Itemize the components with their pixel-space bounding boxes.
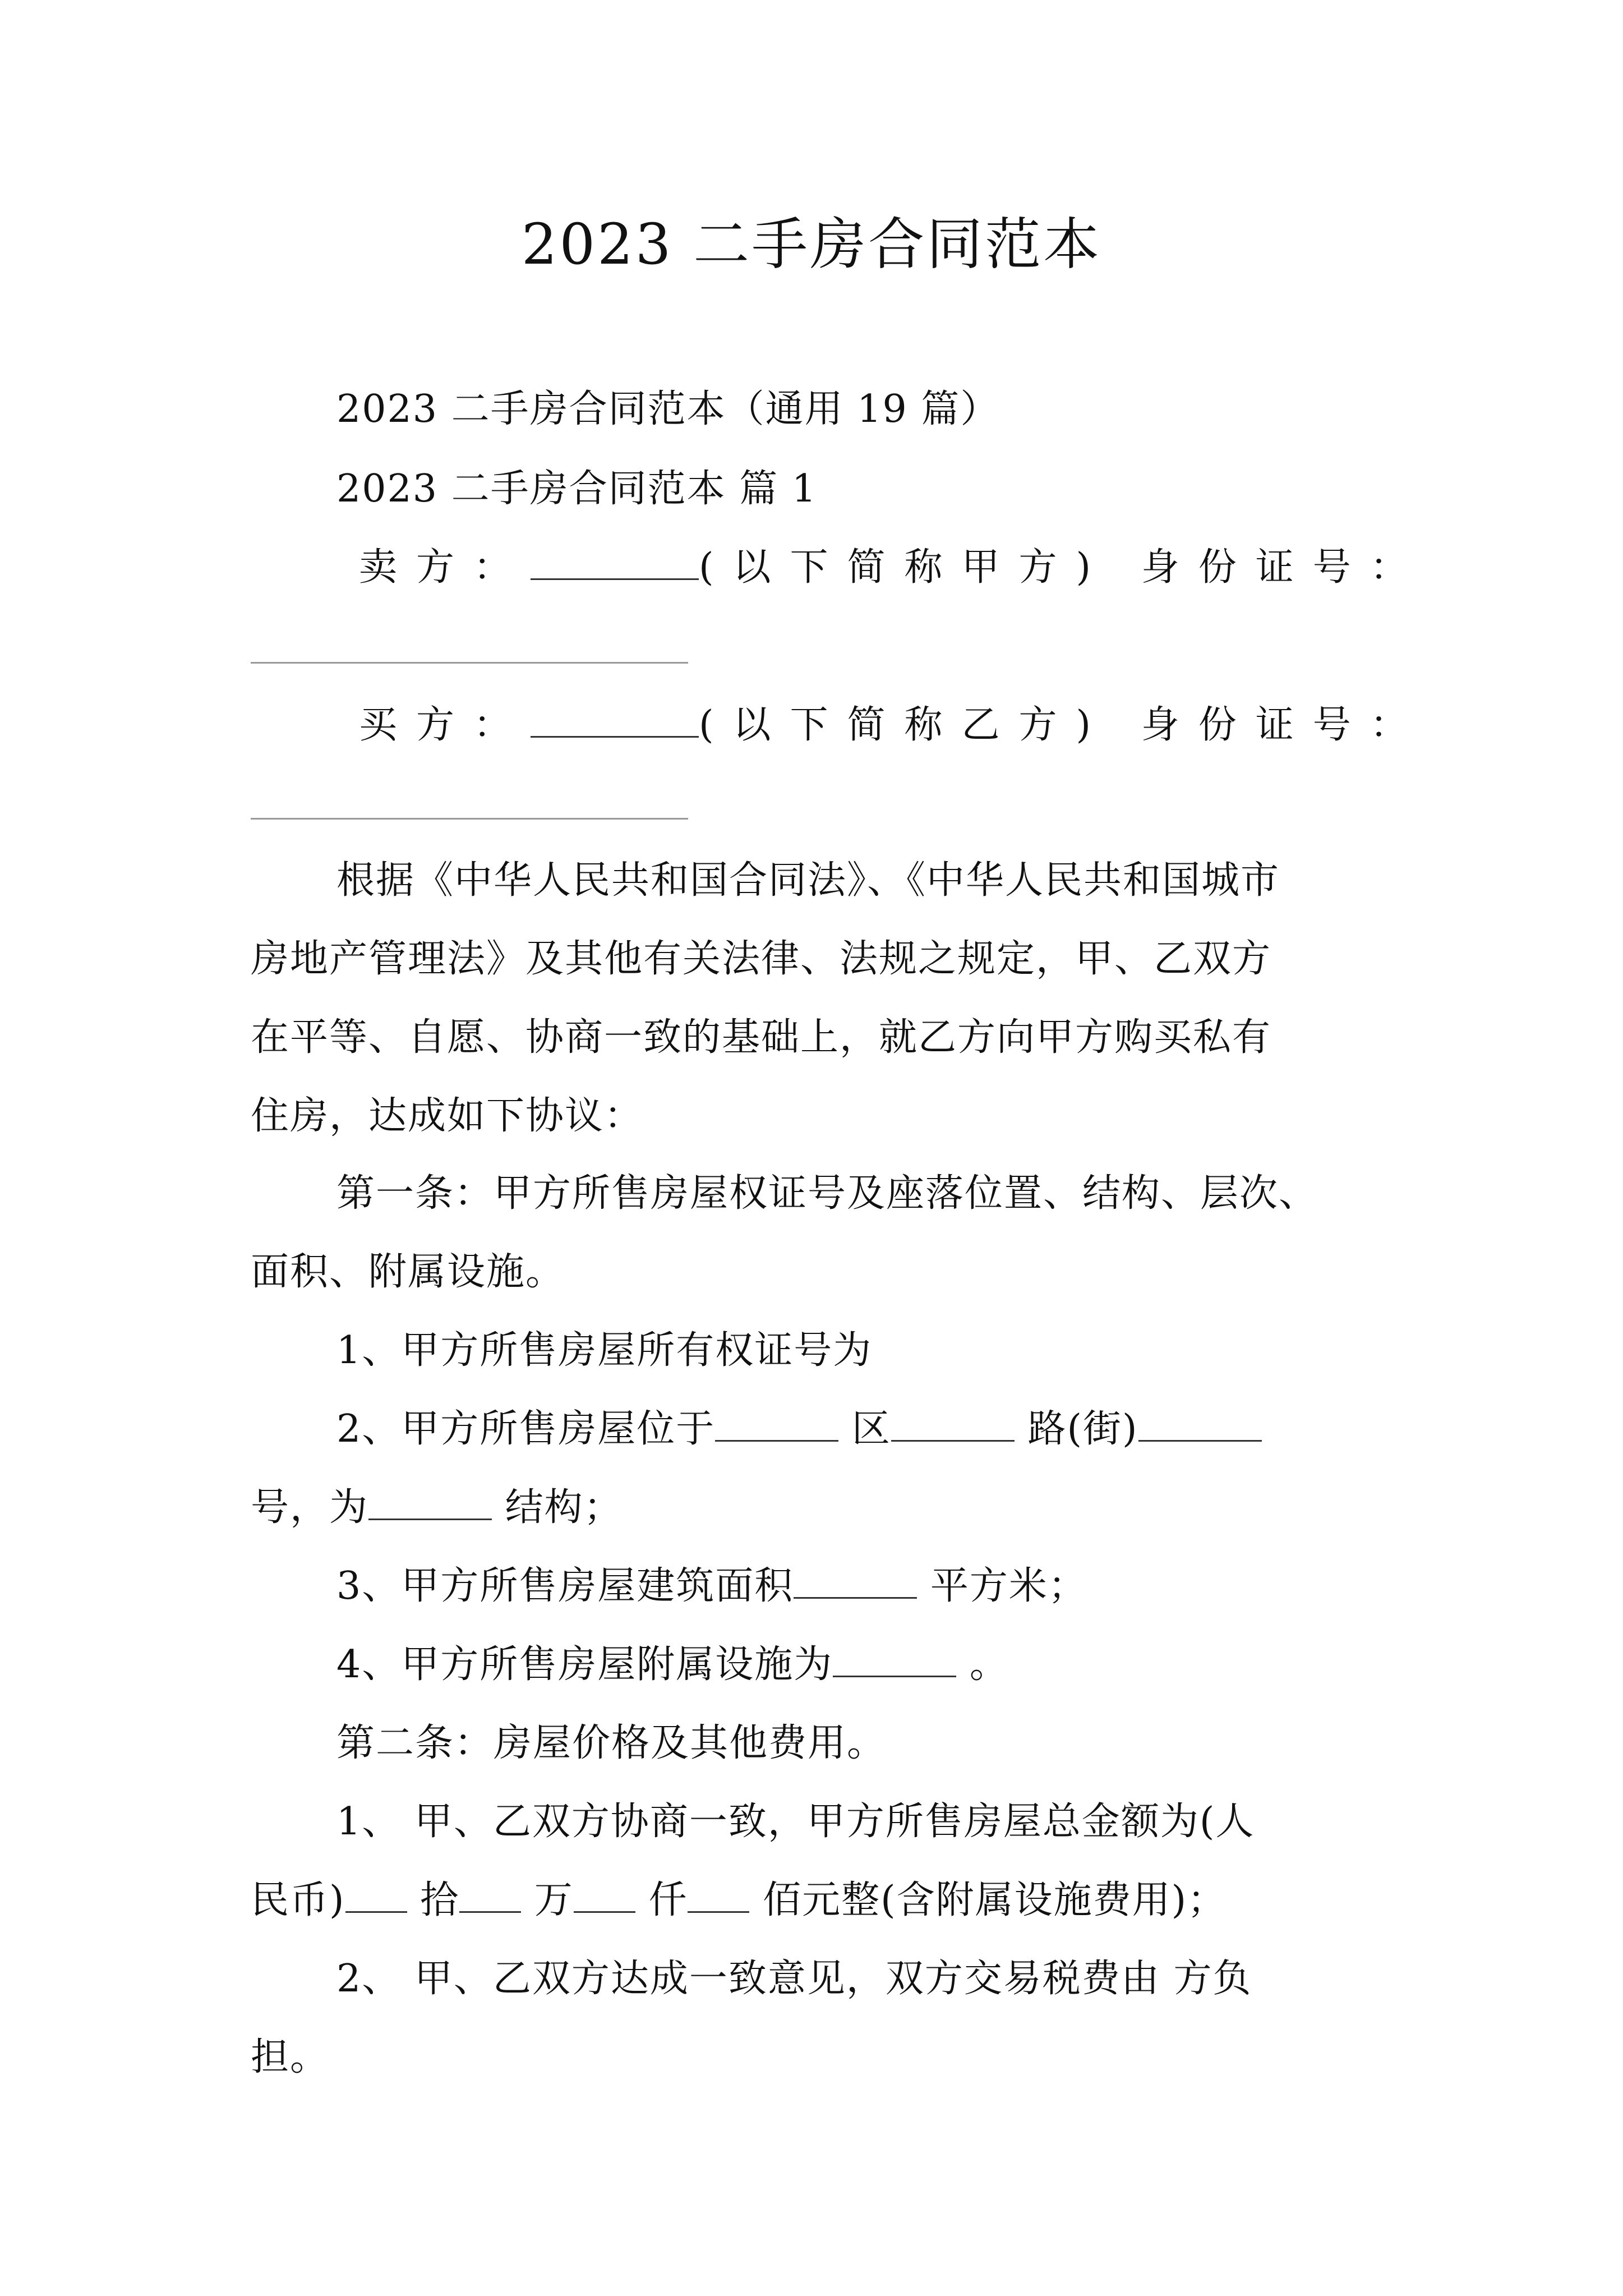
clause-2-1-text-d: 万 [534,1878,574,1922]
document-title: 2023 二手房合同范本 [521,211,1102,277]
clause-1-3-text-b: 平方米； [930,1564,1087,1608]
clause-1-2-text-b: 区 [851,1407,891,1451]
clause-1-2-cont [251,1480,1372,1536]
clause-1-4 [336,1637,1458,1693]
structure-blank [368,1485,492,1520]
area-blank [794,1563,917,1599]
clause-2-1-text-e: 仟 [648,1878,688,1922]
district-blank [715,1406,838,1442]
clause-1-2-text-d: 号，为 [251,1485,369,1530]
preamble-line: 在平等、自愿、协商一致的基础上，就乙方向甲方购买私有 [251,1015,1272,1060]
road-blank [891,1406,1015,1442]
clause-1-1: 1、甲方所售房屋所有权证号为 [336,1328,873,1373]
preamble-line: 根据《中华人民共和国合同法》、《中华人民共和国城市 [336,858,1280,903]
seller-id-blank [251,662,688,664]
amount-blank-2 [459,1878,521,1913]
clause-1-2-text-e: 结构； [505,1485,623,1530]
seller-line [359,540,1481,596]
section-heading: 2023 二手房合同范本 篇 1 [336,467,818,511]
amount-blank-3 [574,1878,635,1913]
seller-suffix: (以下简称甲方) 身份证号： [699,545,1427,590]
buyer-name-blank [531,702,699,738]
buyer-label: 买方： [359,703,531,747]
clause-2-2-cont: 担。 [251,2035,330,2079]
preamble-line: 住房，达成如下协议： [251,1094,644,1138]
clause-2-1-text-f: 佰元整(含附属设施费用)； [763,1878,1227,1922]
article-1-heading: 第一条：甲方所售房屋权证号及座落位置、结构、层次、 [336,1171,1318,1216]
preamble-line: 房地产管理法》及其他有关法律、法规之规定，甲、乙双方 [251,937,1272,981]
seller-name-blank [531,545,699,580]
seller-label: 卖方： [359,545,531,590]
facilities-blank [833,1642,956,1677]
clause-2-2: 2、 甲、乙双方达成一致意见，双方交易税费由 方负 [336,1957,1252,2001]
document-subtitle: 2023 二手房合同范本（通用 19 篇） [336,387,1000,431]
clause-2-1-text-b: 民币) [251,1878,345,1922]
clause-1-4-text-a: 4、甲方所售房屋附属设施为 [336,1642,833,1687]
article-2-heading: 第二条：房屋价格及其他费用。 [336,1721,887,1765]
clause-2-1-text-c: 拾 [420,1878,460,1922]
clause-1-2-text-a: 2、甲方所售房屋位于 [336,1407,716,1451]
clause-1-4-text-b: 。 [969,1642,1009,1687]
clause-1-3-text-a: 3、甲方所售房屋建筑面积 [336,1564,794,1608]
clause-1-3 [336,1558,1458,1614]
buyer-id-blank [251,818,688,820]
clause-2-1: 1、 甲、乙双方协商一致，甲方所售房屋总金额为(人 [336,1800,1255,1844]
amount-blank-1 [345,1878,407,1913]
clause-1-2-text-c: 路(街) [1027,1407,1138,1451]
number-blank [1138,1406,1262,1442]
buyer-suffix: (以下简称乙方) 身份证号： [699,703,1427,747]
buyer-line [359,697,1481,753]
clause-1-2 [336,1401,1458,1457]
article-1-heading-cont: 面积、附属设施。 [251,1250,565,1294]
amount-blank-4 [688,1878,749,1913]
clause-2-1-cont [251,1872,1372,1929]
